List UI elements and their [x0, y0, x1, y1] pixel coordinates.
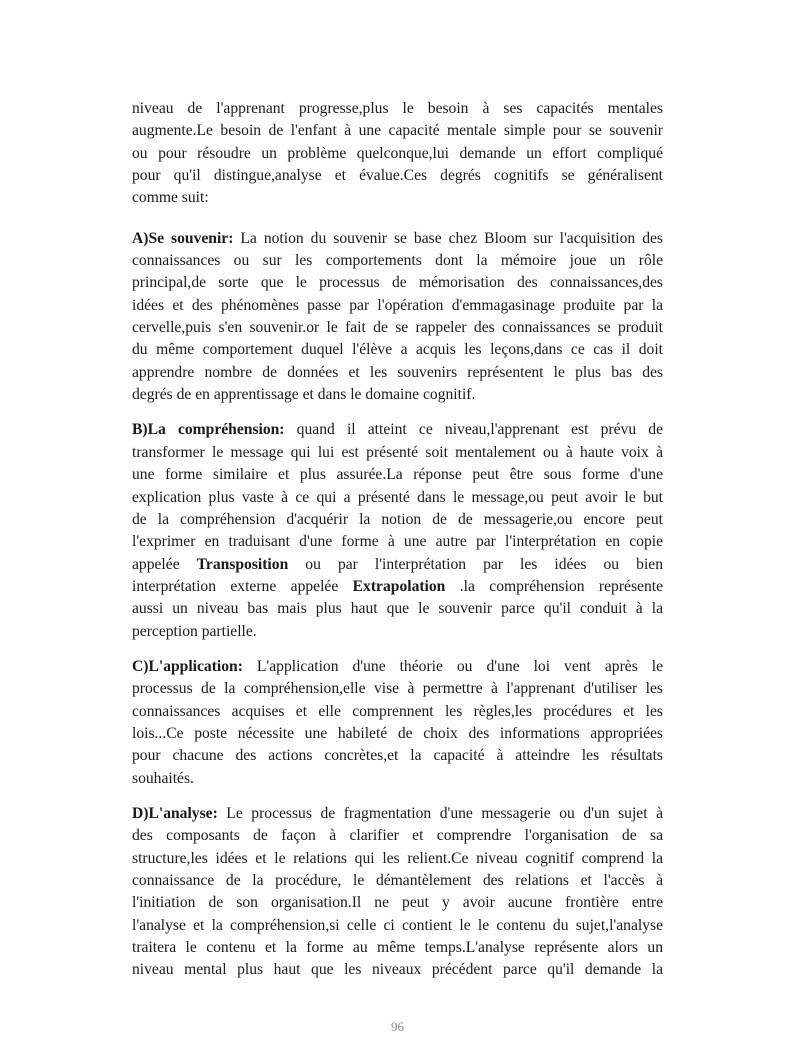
application-paragraph [132, 656, 663, 790]
page-number: 96 [391, 1019, 404, 1034]
text-line [132, 803, 663, 825]
text-segment: niveau mental plus haut que les niveaux précédent parce qu'il demande la [132, 961, 663, 979]
text-line [132, 848, 663, 870]
text-segment: comme suit: [132, 189, 209, 207]
text-segment: ou pour résoudre un problème quelconque,lui demande un effort compliqué [132, 144, 663, 162]
text-segment: interprétation externe appelée [132, 577, 353, 595]
text-segment: pour qu'il distingue,analyse et évalue.Ces degrés cognitifs se généralisent [132, 167, 663, 185]
text-line [132, 745, 663, 767]
text-line [132, 487, 663, 509]
text-segment: structure,les idées et le relations qui les relient.Ce niveau cognitif comprend la [132, 849, 663, 867]
text-line [132, 187, 663, 209]
text-segment: l'exprimer en traduisant d'une forme à une autre par l'interprétation en copie [132, 533, 663, 551]
text-segment: L'application d'une théorie ou d'une loi vent après le [242, 657, 663, 675]
text-segment: pour chacune des actions concrètes,et la capacité à atteindre les résultats [132, 747, 663, 765]
text-segment: du même comportement duquel l'élève a acquis les leçons,dans ce cas il doit [132, 341, 663, 359]
bold-term: Extrapolation [352, 577, 446, 595]
bold-term: C)L'application: [132, 657, 243, 675]
text-line [132, 870, 663, 892]
text-line [132, 295, 663, 317]
text-line [132, 678, 663, 700]
text-segment: ou par l'interprétation par les idées ou bien [288, 555, 663, 573]
text-segment: .la compréhension représente [445, 577, 663, 595]
text-line [132, 892, 663, 914]
text-line [132, 384, 663, 406]
text-segment: l'initiation de son organisation.Il ne peut y avoir aucune frontière entre [132, 894, 663, 912]
text-line [132, 531, 663, 553]
text-line [132, 362, 663, 384]
text-segment: quand il atteint ce niveau,l'apprenant est prévu de [284, 421, 663, 439]
text-line [132, 723, 663, 745]
text-segment: connaissances ou sur les comportements dont la mémoire joue un rôle [132, 252, 663, 270]
text-segment: degrés de en apprentissage et dans le domaine cognitif. [132, 386, 476, 404]
text-segment: de la compréhension d'acquérir la notion de de messagerie,ou encore peut [132, 510, 663, 528]
text-segment: appelée [132, 555, 197, 573]
text-segment: transformer le message qui lui est présenté soit mentalement ou à haute voix à [132, 443, 663, 461]
text-segment: idées et des phénomènes passe par l'opération d'emmagasinage produite par la [132, 296, 663, 314]
text-line [132, 915, 663, 937]
text-segment: niveau de l'apprenant progresse,plus le besoin à ses capacités mentales [132, 100, 663, 117]
text-segment: cervelle,puis s'en souvenir.or le fait de se rappeler des connaissances se produit [132, 319, 663, 337]
text-segment: augmente.Le besoin de l'enfant à une capacité mentale simple pour se souvenir [132, 122, 663, 140]
text-line [132, 554, 663, 576]
text-segment: lois...Ce poste nécessite une habileté de choix des informations appropriées [132, 724, 663, 742]
text-line [132, 272, 663, 294]
text-line [132, 98, 663, 120]
text-segment: principal,de sorte que le processus de mémorisation des connaissances,des [132, 274, 663, 292]
text-line [132, 621, 663, 643]
text-line [132, 576, 663, 598]
se-souvenir-paragraph [132, 228, 663, 407]
text-segment: connaissances acquises et elle comprennent les règles,les procédures et les [132, 702, 663, 720]
text-line [132, 509, 663, 531]
text-line [132, 317, 663, 339]
text-line [132, 419, 663, 441]
analyse-paragraph [132, 803, 663, 982]
text-segment: apprendre nombre de données et les souvenirs représentent le plus bas des [132, 363, 663, 381]
text-segment: processus de la compréhension,elle vise à permettre à l'apprenant d'utiliser les [132, 680, 663, 698]
text-segment: perception partielle. [132, 622, 257, 640]
text-segment: traitera le contenu et la forme au même temps.L'analyse représente alors un [132, 939, 663, 957]
text-line [132, 120, 663, 142]
bold-term: D)L'analyse: [132, 804, 218, 822]
text-line [132, 656, 663, 678]
text-line [132, 598, 663, 620]
text-line [132, 143, 663, 165]
text-line [132, 250, 663, 272]
text-segment: souhaités. [132, 769, 194, 787]
comprehension-paragraph [132, 419, 663, 642]
intro-paragraph [132, 98, 663, 210]
text-line [132, 825, 663, 847]
text-segment: explication plus vaste à ce qui a présenté dans le message,ou peut avoir le but [132, 488, 663, 506]
bold-term: Transposition [196, 555, 289, 573]
text-line [132, 768, 663, 790]
text-line [132, 937, 663, 959]
text-line [132, 701, 663, 723]
page-body [132, 98, 663, 995]
text-line [132, 442, 663, 464]
text-segment: aussi un niveau bas mais plus haut que le souvenir parce qu'il conduit à la [132, 600, 663, 618]
text-line [132, 165, 663, 187]
text-segment: une forme similaire et plus assurée.La réponse peut être sous forme d'une [132, 466, 663, 484]
text-line [132, 464, 663, 486]
text-line [132, 228, 663, 250]
text-line [132, 959, 663, 981]
text-segment: Le processus de fragmentation d'une messagerie ou d'un sujet à [217, 804, 663, 822]
bold-term: A)Se souvenir: [132, 229, 234, 247]
text-line [132, 339, 663, 361]
text-segment: des composants de façon à clarifier et comprendre l'organisation de sa [132, 827, 663, 845]
text-segment: l'analyse et la compréhension,si celle ci contient le le contenu du sujet,l'analyse [132, 916, 663, 934]
bold-term: B)La compréhension: [132, 421, 285, 439]
text-segment: connaissance de la procédure, le démantèlement des relations et l'accès à [132, 872, 663, 889]
text-segment: La notion du souvenir se base chez Bloom sur l'acquisition des [233, 229, 664, 247]
